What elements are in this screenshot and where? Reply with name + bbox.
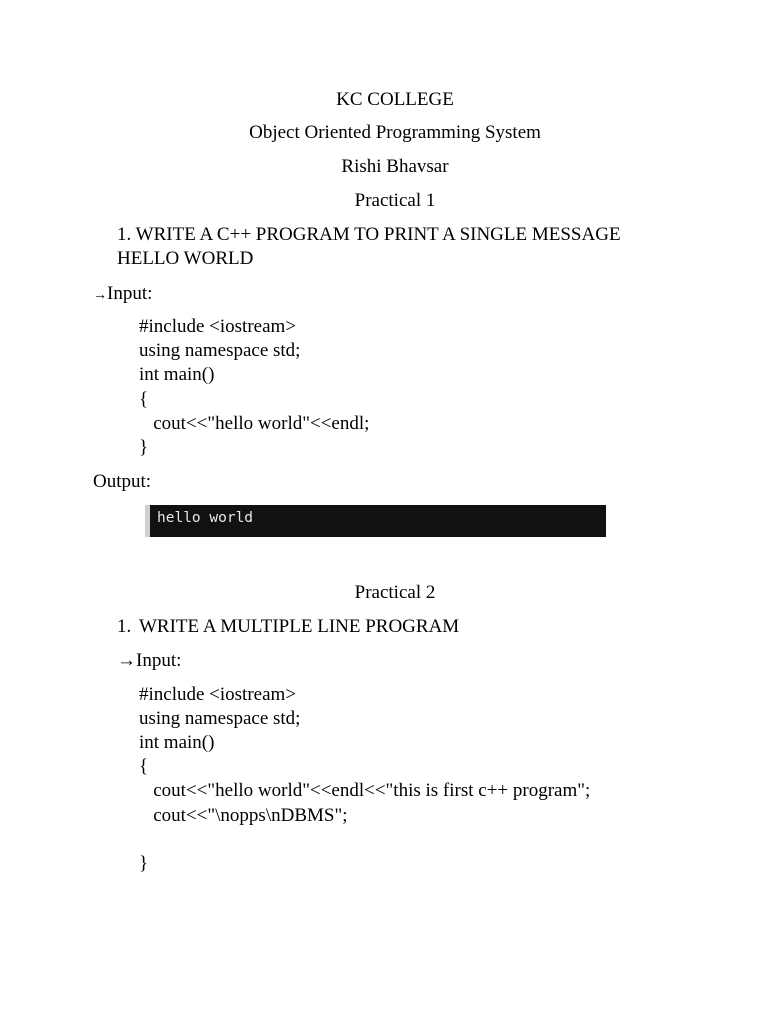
terminal-output-text: hello world: [157, 510, 254, 526]
student-name: Rishi Bhavsar: [341, 156, 449, 177]
practical-2-input-heading: [117, 650, 181, 672]
code-line: cout<<"hello world"<<endl;: [139, 413, 370, 434]
code-line: int main(): [139, 732, 215, 753]
code-line: {: [139, 756, 149, 777]
practical-2-input-label: Input:: [136, 650, 182, 671]
practical-1-question-line-1: 1. WRITE A C++ PROGRAM TO PRINT A SINGLE MESSAGE: [117, 224, 621, 245]
course-title: Object Oriented Programming System: [249, 122, 541, 143]
arrow-right-icon: →: [117, 650, 136, 671]
code-line: int main(): [139, 364, 215, 385]
code-line: cout<<"\nopps\nDBMS";: [139, 805, 348, 826]
code-line: using namespace std;: [139, 708, 301, 729]
code-line: cout<<"hello world"<<endl<<"this is first c++ program";: [139, 780, 591, 801]
practical-2-question-number: 1.: [117, 616, 132, 637]
code-line: }: [139, 853, 149, 874]
code-line: #include <iostream>: [139, 684, 297, 705]
arrow-right-icon: →: [93, 288, 107, 303]
college-name: KC COLLEGE: [336, 89, 454, 110]
code-line: using namespace std;: [139, 340, 301, 361]
practical-2-question-text: WRITE A MULTIPLE LINE PROGRAM: [139, 616, 460, 637]
practical-1-input-heading: [93, 283, 152, 305]
code-line: }: [139, 437, 149, 458]
practical-1-input-label: Input:: [107, 283, 153, 304]
practical-1-question-line-2: HELLO WORLD: [117, 248, 254, 269]
terminal-output-screenshot: [145, 505, 606, 537]
practical-1-title: Practical 1: [354, 190, 436, 211]
practical-1-output-label: Output:: [93, 471, 152, 492]
practical-2-title: Practical 2: [354, 582, 436, 603]
code-line: {: [139, 389, 149, 410]
code-line: #include <iostream>: [139, 316, 297, 337]
